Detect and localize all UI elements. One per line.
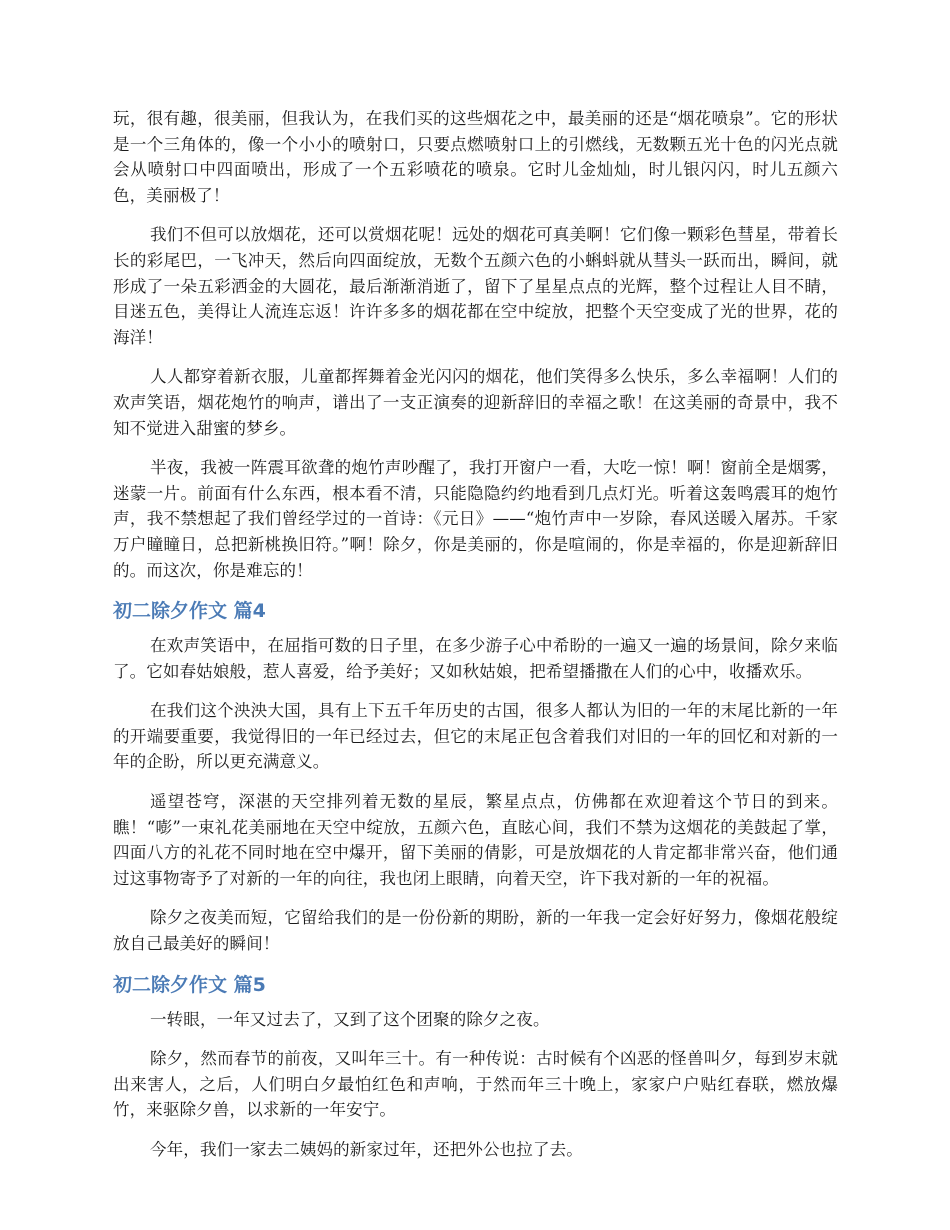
paragraph: 玩，很有趣，很美丽，但我认为，在我们买的这些烟花之中，最美丽的还是“烟花喷泉”。它的形状是一个三角体的，像一个小小的喷射口，只要点燃喷射口上的引燃线，无数颗五光十色的闪光点就会从喷射口中四面喷出，形成了一个五彩喷花的喷泉。它时儿金灿灿，时儿银闪闪，时儿五颜六色，美丽极了！ xyxy=(113,109,838,205)
paragraph: 我们不但可以放烟花，还可以赏烟花呢！远处的烟花可真美啊！它们像一颗彩色彗星，带着长长的彩尾巴，一飞冲天，然后向四面绽放，无数个五颜六色的小蝌蚪就从彗头一跃而出，瞬间，就形成了一朵五彩洒金的大圆花，最后渐渐消逝了，留下了星星点点的光辉，整个过程让人目不睛，目迷五色，美得让人流连忘返！许许多多的烟花都在空中绽放，把整个天空变成了光的世界，花的海洋！ xyxy=(113,225,838,347)
paragraph: 除夕之夜美而短，它留给我们的是一份份新的期盼，新的一年我一定会好好努力，像烟花般绽放自己最美好的瞬间！ xyxy=(113,908,838,954)
article-body xyxy=(113,106,838,1177)
paragraph: 半夜，我被一阵震耳欲聋的炮竹声吵醒了，我打开窗户一看，大吃一惊！啊！窗前全是烟雾，迷蒙一片。前面有什么东西，根本看不清，只能隐隐约约地看到几点灯光。听着这轰鸣震耳的炮竹声，我不禁想起了我们曾经学过的一首诗：《元日》——“炮竹声中一岁除，春风送暖入屠苏。千家万户瞳瞳日，总把新桃换旧符。”啊！除夕，你是美丽的，你是喧闹的，你是幸福的，你是迎新辞旧的。而这次，你是难忘的！ xyxy=(113,458,838,580)
paragraph: 除夕，然而春节的前夜，又叫年三十。有一种传说：古时候有个凶恶的怪兽叫夕，每到岁末就出来害人，之后，人们明白夕最怕红色和声响，于然而年三十晚上，家家户户贴红春联，燃放爆竹，来驱除夕兽，以求新的一年安宁。 xyxy=(113,1049,838,1120)
paragraph: 遥望苍穹，深湛的天空排列着无数的星辰，繁星点点，仿佛都在欢迎着这个节日的到来。瞧！“嘭”一束礼花美丽地在天空中绽放，五颜六色，直眩心间，我们不禁为这烟花的美鼓起了掌，四面八方的礼花不同时地在空中爆开，留下美丽的倩影，可是放烟花的人肯定都非常兴奋，他们通过这事物寄予了对新的一年的向往，我也闭上眼睛，向着天空，许下我对新的一年的祝福。 xyxy=(113,792,838,888)
paragraph: 在欢声笑语中，在屈指可数的日子里，在多少游子心中希盼的一遍又一遍的场景间，除夕来临了。它如春姑娘般，惹人喜爱，给予美好；又如秋姑娘，把希望播撒在人们的心中，收播欢乐。 xyxy=(113,636,838,681)
paragraph: 一转眼，一年又过去了，又到了这个团聚的除夕之夜。 xyxy=(150,1009,550,1029)
section-heading-5: 初二除夕作文 篇5 xyxy=(113,973,266,996)
paragraph: 在我们这个泱泱大国，具有上下五千年历史的古国，很多人都认为旧的一年的末尾比新的一年的开端要重要，我觉得旧的一年已经过去，但它的末尾正包含着我们对旧的一年的回忆和对新的一年的企盼，所以更充满意义。 xyxy=(113,701,838,772)
paragraph: 人人都穿着新衣服，儿童都挥舞着金光闪闪的烟花，他们笑得多么快乐，多么幸福啊！人们的欢声笑语，烟花炮竹的响声，谱出了一支正演奏的迎新辞旧的幸福之歌！在这美丽的奇景中，我不知不觉进入甜蜜的梦乡。 xyxy=(113,367,838,438)
section-heading-4: 初二除夕作文 篇4 xyxy=(113,600,266,623)
paragraph: 今年，我们一家去二姨妈的新家过年，还把外公也拉了去。 xyxy=(150,1140,583,1159)
